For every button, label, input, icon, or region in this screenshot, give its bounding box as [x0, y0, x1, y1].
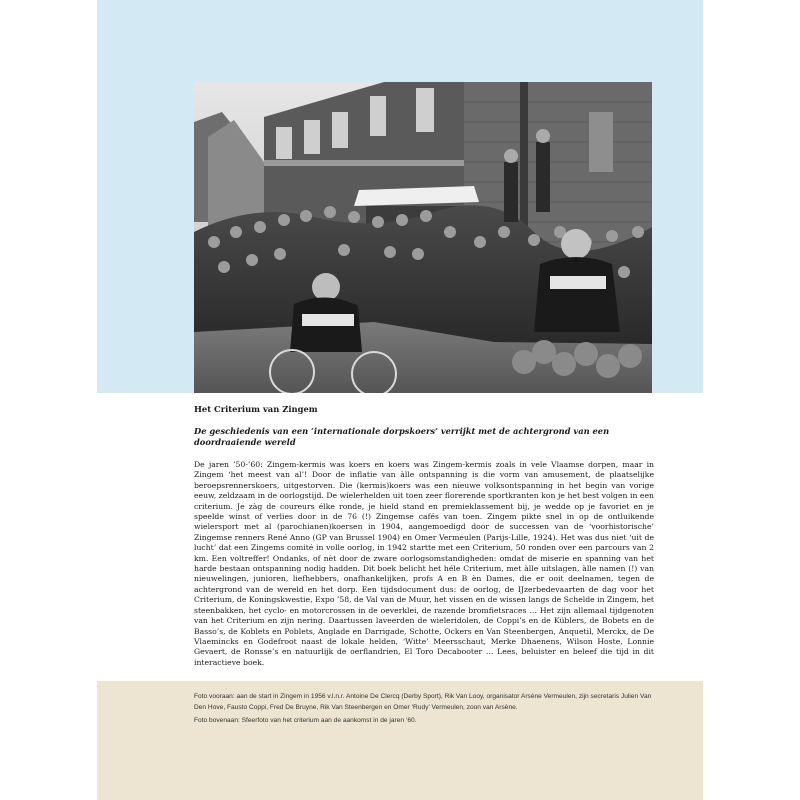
caption-front-photo: Foto vooraan: aan de start in Zingem in 1956 v.l.n.r. Antoine De Clercq (Derby Sport), Rik Van Looy, organisator Arsène Vermeulen, zijn secretaris Julien Van Den Hove, Fausto Coppi, Fred De Bruyne, Rik Van Steenbergen en Omer ‘Rudy’ Vermeulen, zoon van Arsène.: [194, 693, 652, 711]
article-body: De jaren ’50-’60: Zingem-kermis was koers en koers was Zingem-kermis zoals in vele Vlaamse dorpen, maar in Zingem ‘het meest van al’! Door de inflatie van àlle ontspanning is die vorm van amusement, de plaatselijke beroepsrennerskoers, uitgestorven. Die (kermis)koers was een nieuwe volksontspanning in het begin van vorige eeuw, zeldzaam in de oorlogstijd. De wielerhelden uit toen zeer florerende sportkranten kon je het best volgen in een criterium. Je zàg de coureurs élke ronde, je hield stand en premieklassement bij, je wedde op je favoriet en je speelde winst of verlies door in de 76 (!) Zingemse cafés van toen. Zingem pikte snel in op de ontluikende wielersport met al (parochianen)koersen in 1904, aangemoedigd door de successen van de ‘voorhistorische’ Zingemse renners René Anno (GP van Brussel 1904) en Omer Vermeulen (Parijs-Lille, 1924). Het was dus niet ‘uit de lucht’ dat een Zingems comité in volle oorlog, in 1942 startte met een Criterium, 50 ronden over een parcours van 2 km. Een voltreffer! Ondanks, of nèt door de zware oorlogsomstandigheden: omdat de miserie en spanning van het harde bestaan ontspanning nodig hadden. Dit boek belicht het héle Criterium, met àlle uitslagen, àlle namen (!) van nieuwelingen, junioren, liefhebbers, onafhankelijken, profs A en B èn Dames, die er ooit deelnamen, tegen de achtergrond van de wereld en het dorp. Een tijdsdocument dus: de oorlog, de IJzerbedevaarten de dag voor het Criterium, de Koningskwestie, Expo ’58, de Val van de Muur, het vissen en de wissen langs de Schelde in Zingem, het steenbakken, het cyclo- en motorcrossen in de oeverklei, de razende bromfietsraces … Het zijn allemaal tijdgenoten van het Criterium en zijn nering. Daartussen laveerden de wieleridolen, de Coppi’s en de Küblers, de Bobets en de Basso’s, de Koblets en Poblets, Anglade en Darrigade, Schotte, Ockers en Van Steenbergen, Anquetil, Merckx, de De Vlaemincks en Godefroot naast de lokale helden, ‘Witte’ Meersschaut, Merke Dhaenens, Wilson Hoste, Lonnie Gevaert, de Ronsse’s en natuurlijk de oerflandrien, El Toro Decabooter … Lees, beluister en beleef die tijd in dit interactieve boek.: [194, 460, 654, 667]
article-title: Het Criterium van Zingem: [194, 404, 318, 414]
article-subtitle: De geschiedenis van een ‘internationale dorpskoers’ verrijkt met de achtergrond van een doordraaiende wereld: [194, 426, 610, 447]
article: [194, 404, 654, 668]
race-photo: [194, 82, 652, 393]
caption-top-photo: Foto bovenaan: Sfeerfoto van het criterium aan de aankomst in de jaren ’60.: [194, 717, 417, 724]
book-page: [97, 0, 703, 800]
